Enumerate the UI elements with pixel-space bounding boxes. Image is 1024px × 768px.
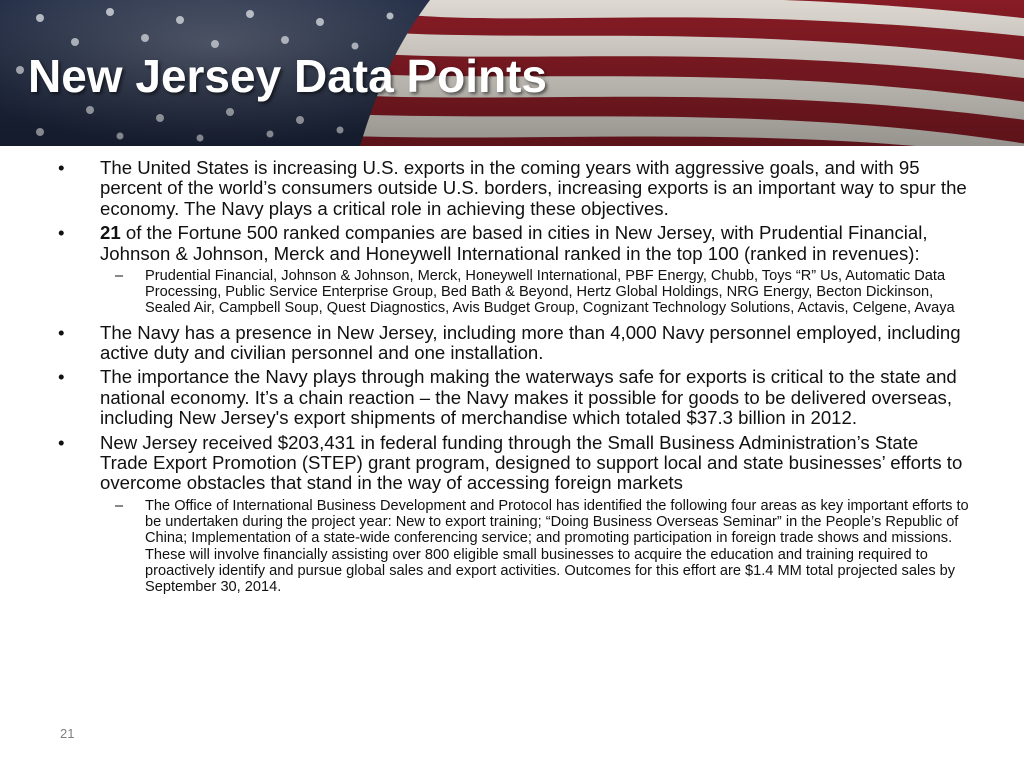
bullet-marker: • bbox=[58, 157, 65, 178]
bullet-marker: • bbox=[58, 222, 65, 244]
sub-bullet-item bbox=[58, 498, 970, 595]
bullet-item bbox=[58, 323, 970, 364]
slide-title: New Jersey Data Points bbox=[28, 50, 548, 102]
dash-marker: – bbox=[115, 268, 124, 285]
flag-banner bbox=[0, 0, 1024, 146]
sub-bullet-text: The Office of International Business Development and Protocol has identified the following four areas as key important efforts to be undertaken during the project year: New to export training; “Doing Business Overseas Seminar” in the People’s Republic of China; Implementation of a state-wide conferencing service; and promoting participation in foreign trade shows and missions. These will involve financially assisting over 800 eligible small businesses to acquire the education and training required to proactively identify and pursue global sales and export activities. Outcomes for this effort are $1.4 MM total projected sales by September 30, 2014. bbox=[145, 497, 969, 595]
bullet-bold-number: 21 bbox=[100, 222, 121, 244]
bullet-item bbox=[58, 158, 970, 219]
bullet-item bbox=[58, 433, 970, 494]
bullet-list bbox=[58, 158, 970, 601]
page-number: 21 bbox=[60, 726, 75, 741]
sub-bullet-item bbox=[58, 268, 970, 317]
bullet-text: The Navy has a presence in New Jersey, including more than 4,000 Navy personnel employed, including active duty and civilian personnel and one installation. bbox=[100, 321, 961, 364]
bullet-marker: • bbox=[58, 431, 65, 453]
sub-bullet-text: Prudential Financial, Johnson & Johnson, Merck, Honeywell International, PBF Energy, Chubb, Toys “R” Us, Automatic Data Processing, Public Service Enterprise Group, Bed Bath & Beyond, Hertz Global Holdings, NRG Energy, Becton Dickinson, Sealed Air, Campbell Soup, Quest Diagnostics, Avis Budget Group, Cognizant Technology Solutions, Actavis, Celgene, Avaya bbox=[145, 268, 955, 317]
bullet-marker: • bbox=[58, 366, 65, 388]
bullet-marker: • bbox=[58, 321, 65, 343]
bullet-text: The importance the Navy plays through making the waterways safe for exports is critical to the state and national economy. It’s a chain reaction – the Navy makes it possible for goods to be delivered overseas, including New Jersey's export shipments of merchandise which totaled $37.3 billion in 2012. bbox=[100, 366, 957, 429]
bullet-text: of the Fortune 500 ranked companies are based in cities in New Jersey, with Prudential Financial, Johnson & Johnson, Merck and Honeywell International ranked in the top 100 (ranked in revenues): bbox=[100, 222, 928, 264]
bullet-text: The United States is increasing U.S. exports in the coming years with aggressive goals, and with 95 percent of the world’s consumers outside U.S. borders, increasing exports is an important way to spur the economy. The Navy plays a critical role in achieving these objectives. bbox=[100, 157, 967, 219]
bullet-item bbox=[58, 223, 970, 264]
dash-marker: – bbox=[115, 497, 124, 514]
bullet-text: New Jersey received $203,431 in federal funding through the Small Business Administration’s State Trade Export Promotion (STEP) grant program, designed to support local and state businesses’ efforts to overcome obstacles that stand in the way of accessing foreign markets bbox=[100, 431, 963, 494]
bullet-item bbox=[58, 367, 970, 428]
